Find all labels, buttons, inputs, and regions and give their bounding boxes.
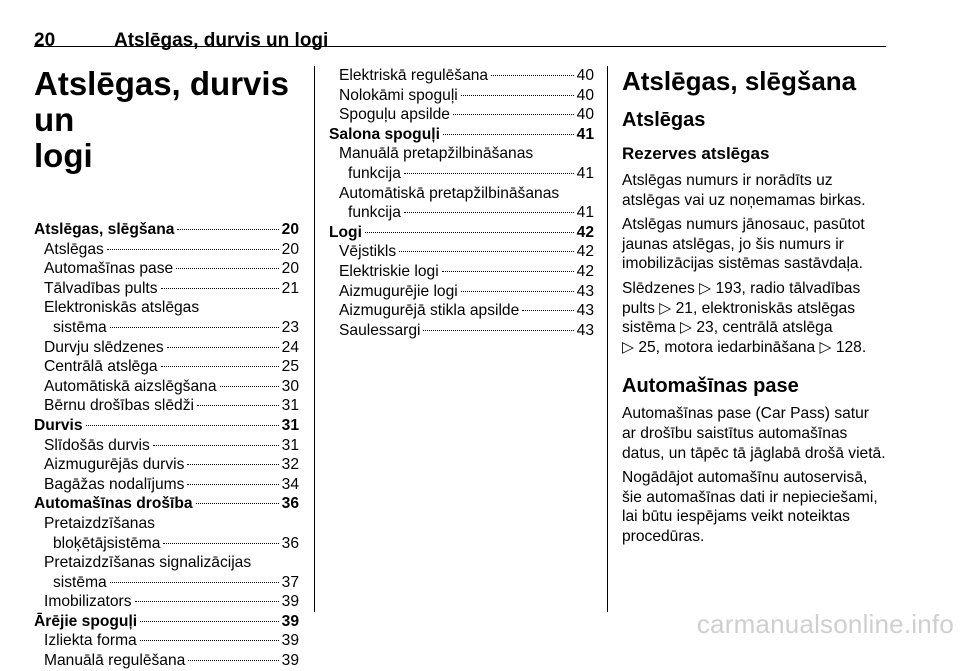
toc-entry[interactable]: Logi 42 <box>329 223 594 241</box>
toc-entry[interactable]: Ārējie spoguļi 39 <box>34 612 299 630</box>
toc-entry[interactable]: Atslēgas, slēgšana 20 <box>34 221 299 238</box>
paragraph: Atslēgas numurs jānosauc, pasūtot jaunas atslēgas, jo šis numurs ir imobilizācijas sistēmas sastāvdaļa. <box>622 216 865 273</box>
toc-entry[interactable]: Automašīnas pase 20 <box>44 260 299 278</box>
sub-subsection-heading: Rezerves atslēgas <box>622 144 770 163</box>
watermark: carmanualsonline.info <box>696 609 954 639</box>
column-divider <box>314 66 315 612</box>
toc-entry[interactable]: Salona spoguļi 41 <box>329 125 594 143</box>
paragraph: Automašīnas pase (Car Pass) satur ar drošību saistītus automašīnas datus, un tāpēc tā jāglabā drošā vietā. <box>622 405 886 462</box>
toc-column-2 <box>329 66 594 340</box>
content-column <box>622 66 892 547</box>
toc-entry[interactable]: Aizmugurējā stikla apsilde 43 <box>339 302 594 320</box>
toc-entry[interactable]: Spoguļu apsilde 40 <box>339 106 594 124</box>
toc-entry[interactable]: Durvis 31 <box>34 416 299 434</box>
toc-entry[interactable]: Tālvadības pults 21 <box>44 279 299 297</box>
toc-column-1 <box>34 66 299 671</box>
paragraph: Nogādājot automašīnu autoservisā, šie automašīnas dati ir nepieciešami, lai būtu iespējams veikt noteiktas procedūras. <box>622 469 878 545</box>
toc-entry[interactable]: sistēma 37 <box>53 573 299 591</box>
toc-entry[interactable]: Manuālā regulēšana 39 <box>44 652 299 670</box>
chapter-title-line-2: logi <box>34 137 93 174</box>
chapter-title <box>34 66 299 174</box>
toc-entry[interactable]: Imobilizators 39 <box>44 593 299 611</box>
subsection-heading: Atslēgas <box>622 109 706 131</box>
toc-entry[interactable]: Slīdošās durvis 31 <box>44 436 299 454</box>
chapter-title-line-1: Atslēgas, durvis un <box>34 65 289 138</box>
toc-entry[interactable]: funkcija 41 <box>348 204 594 222</box>
toc-entry-line: Pretaizdzīšanas signalizācijas <box>44 554 252 572</box>
toc-entry[interactable]: Bērnu drošības slēdži 31 <box>44 397 299 415</box>
toc-entry[interactable]: sistēma 23 <box>53 318 299 336</box>
toc-entry-line: Pretaizdzīšanas <box>44 514 155 532</box>
toc-entry[interactable]: Automašīnas drošība 36 <box>34 495 299 513</box>
toc-entry[interactable]: Nolokāmi spoguļi 40 <box>339 86 594 104</box>
toc-entry[interactable]: Vējstikls 42 <box>339 243 594 261</box>
toc-entry[interactable]: Centrālā atslēga 25 <box>44 358 299 376</box>
toc-entry[interactable]: Automātiskā aizslēgšana 30 <box>44 377 299 395</box>
toc-entry[interactable]: Izliekta forma 39 <box>44 632 299 650</box>
toc-entry[interactable]: bloķētājsistēma 36 <box>53 534 299 552</box>
toc-entry[interactable]: funkcija 41 <box>348 164 594 182</box>
page-header <box>34 8 886 51</box>
column-divider <box>607 66 608 612</box>
toc-entry[interactable]: Saulessargi 43 <box>339 321 594 339</box>
toc-entry-line: Automātiskā pretapžilbināšanas <box>339 184 560 202</box>
page-number: 20 <box>34 30 56 51</box>
section-heading: Atslēgas, slēgšana <box>622 66 857 96</box>
toc-entry[interactable]: Aizmugurējās durvis 32 <box>44 456 299 474</box>
toc-entry[interactable]: Elektriskā regulēšana 40 <box>339 67 594 84</box>
toc-entry-line: Manuālā pretapžilbināšanas <box>339 145 534 163</box>
toc-entry[interactable]: Aizmugurējie logi 43 <box>339 282 594 300</box>
running-title: Atslēgas, durvis un logi <box>114 30 329 51</box>
toc-entry[interactable]: Bagāžas nodalījums 34 <box>44 475 299 493</box>
paragraph-cross-references: Slēdzenes ▷ 193, radio tālvadības pults ▷ 21, elektroniskās atslēgas sistēma ▷ 23, centrālā atslēga ▷ 25, motora iedarbināšana ▷ 128. <box>622 279 867 356</box>
toc-entry[interactable]: Durvju slēdzenes 24 <box>44 338 299 356</box>
toc-entry[interactable]: Elektriskie logi 42 <box>339 262 594 280</box>
subsection-heading: Automašīnas pase <box>622 375 799 398</box>
toc-entry[interactable]: Atslēgas 20 <box>44 240 299 258</box>
toc-entry-line: Elektroniskās atslēgas <box>44 299 200 317</box>
paragraph: Atslēgas numurs ir norādīts uz atslēgas vai uz noņemamas birkas. <box>622 172 866 209</box>
